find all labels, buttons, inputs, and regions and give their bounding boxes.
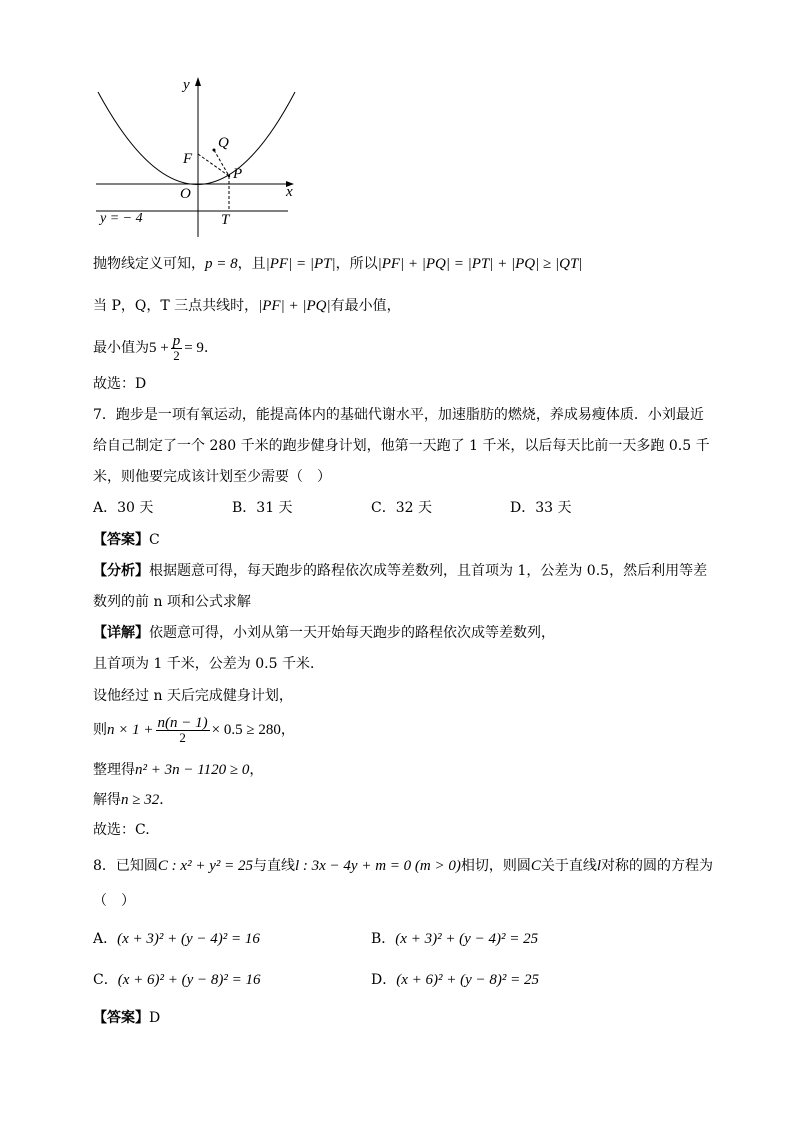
text: ． xyxy=(203,340,218,356)
point-q xyxy=(213,149,216,152)
q8-option-d xyxy=(371,970,539,990)
text: 根据题意可得，每天跑步的路程依次成等差数列，且首项为 1，公差为 0.5，然后利用等差 xyxy=(149,563,708,579)
math-p: p = 8 xyxy=(205,256,238,272)
text: 对称的圆的方程为 xyxy=(601,858,714,874)
text: 关于直线 xyxy=(540,858,597,874)
segment-pf xyxy=(198,154,229,176)
text: 最小值为 xyxy=(93,340,149,356)
text: ，所以 xyxy=(335,256,378,272)
text: ，且 xyxy=(237,256,266,272)
text: 当 P，Q，T 三点共线时， xyxy=(93,298,259,314)
option-formula: (x + 6)² + (y − 8)² = 25 xyxy=(396,972,540,988)
option-formula: (x + 6)² + (y − 8)² = 16 xyxy=(117,972,261,988)
math: = 9 xyxy=(184,340,204,356)
q7-stem-2: 给自己制定了一个 280 千米的跑步健身计划，他第一天跑了 1 千米，以后每天比前一天多跑 0.5 千 xyxy=(93,438,710,454)
segment-pq xyxy=(214,150,229,176)
math-circle: C : x² + y² = 25 xyxy=(157,858,253,874)
math-line: l : 3x − 4y + m = 0 (m > 0) xyxy=(294,858,461,874)
q6-line-1 xyxy=(93,254,582,274)
denominator: 2 xyxy=(179,729,186,745)
q7-detail-1 xyxy=(93,623,555,643)
option-tag: B． xyxy=(371,931,396,947)
q8-option-b xyxy=(371,929,538,949)
text: 整理得 xyxy=(93,762,135,778)
q7-stem-1: 7．跑步是一项有氧运动，能提高体内的基础代谢水平，加速脂肪的燃烧，养成易瘦体质．小刘最近 xyxy=(93,407,704,423)
text: 有最小值， xyxy=(330,298,401,314)
label-f: F xyxy=(183,151,193,167)
q7-detail-5 xyxy=(93,760,263,780)
label-x: x xyxy=(286,184,293,200)
option-tag: D． xyxy=(371,972,397,988)
text: ． xyxy=(159,792,174,808)
answer-value: C xyxy=(149,532,160,548)
label-o: O xyxy=(180,186,191,202)
q6-line-2 xyxy=(93,296,401,316)
numerator: p xyxy=(172,332,181,349)
label-q: Q xyxy=(218,135,229,151)
text: 解得 xyxy=(93,792,121,808)
option-tag: A． xyxy=(93,931,118,947)
numerator: n(n − 1) xyxy=(157,714,208,731)
text: 相切，则圆 xyxy=(460,858,531,874)
answer-value: D xyxy=(149,1010,161,1026)
math-inequality: |PF| + |PQ| = |PT| + |PQ| ≥ |QT| xyxy=(377,256,583,272)
text: 抛物线定义可知， xyxy=(93,256,205,272)
q8-answer xyxy=(93,1008,160,1028)
q7-detail-2: 且首项为 1 千米，公差为 0.5 千米． xyxy=(93,656,324,672)
text: ， xyxy=(249,762,264,778)
q7-option-d: D．33 天 xyxy=(510,500,572,516)
q7-option-a: A．30 天 xyxy=(93,500,154,516)
fraction-p-over-2 xyxy=(171,334,183,363)
q8-stem-2: （ ） xyxy=(93,893,135,909)
label-t: T xyxy=(221,212,230,228)
math: 5 + xyxy=(149,340,169,356)
math-c: C xyxy=(530,858,541,874)
math-quadratic: n² + 3n − 1120 ≥ 0 xyxy=(135,762,250,778)
q7-detail-4 xyxy=(93,712,295,748)
analysis-tag: 【分析】 xyxy=(93,563,149,579)
detail-tag: 【详解】 xyxy=(93,625,149,641)
answer-tag: 【答案】 xyxy=(93,1010,149,1026)
text: 依题意可得，小刘从第一天开始每天跑步的路程依次成等差数列， xyxy=(149,625,555,641)
math: × 0.5 ≥ 280 xyxy=(211,722,281,738)
option-formula: (x + 3)² + (y − 4)² = 16 xyxy=(117,931,260,947)
q8-option-a xyxy=(93,929,260,949)
parabola-curve xyxy=(98,92,295,185)
q7-stem-3: 米，则他要完成该计划至少需要（ ） xyxy=(93,469,331,485)
answer-tag: 【答案】 xyxy=(93,532,149,548)
option-tag: C． xyxy=(93,972,118,988)
math-result: n ≥ 32 xyxy=(121,792,160,808)
label-directrix: y = − 4 xyxy=(100,211,143,226)
text: 则 xyxy=(93,722,107,738)
point-p xyxy=(228,175,230,177)
q6-answer: 故选：D xyxy=(93,376,147,392)
math: n × 1 + xyxy=(107,722,154,738)
q7-detail-3: 设他经过 n 天后完成健身计划， xyxy=(93,688,293,704)
option-formula: (x + 3)² + (y − 4)² = 25 xyxy=(395,931,539,947)
q6-line-3 xyxy=(93,331,218,365)
label-y: y xyxy=(183,77,190,93)
denominator: 2 xyxy=(173,347,180,363)
q8-option-c xyxy=(93,970,261,990)
q8-stem-1 xyxy=(93,856,713,876)
label-p: P xyxy=(233,166,243,182)
text: 与直线 xyxy=(252,858,295,874)
q7-analysis-2: 数列的前 n 项和公式求解 xyxy=(93,594,251,610)
q7-detail-6 xyxy=(93,790,173,810)
text: 8．已知圆 xyxy=(93,858,158,874)
q7-option-c: C．32 天 xyxy=(371,500,432,516)
q7-option-b: B．31 天 xyxy=(232,500,293,516)
text: ， xyxy=(280,722,295,738)
q7-answer xyxy=(93,530,160,550)
q7-analysis-1 xyxy=(93,561,707,581)
fraction-n-n-minus-1-over-2 xyxy=(156,716,210,745)
math-sum: |PF| + |PQ| xyxy=(258,298,331,314)
parabola-diagram xyxy=(88,72,308,242)
math-pf-pt: |PF| = |PT| xyxy=(265,256,336,272)
q7-conclusion: 故选：C. xyxy=(93,822,150,838)
math-l: l xyxy=(596,858,602,874)
y-axis-arrow xyxy=(195,77,201,86)
